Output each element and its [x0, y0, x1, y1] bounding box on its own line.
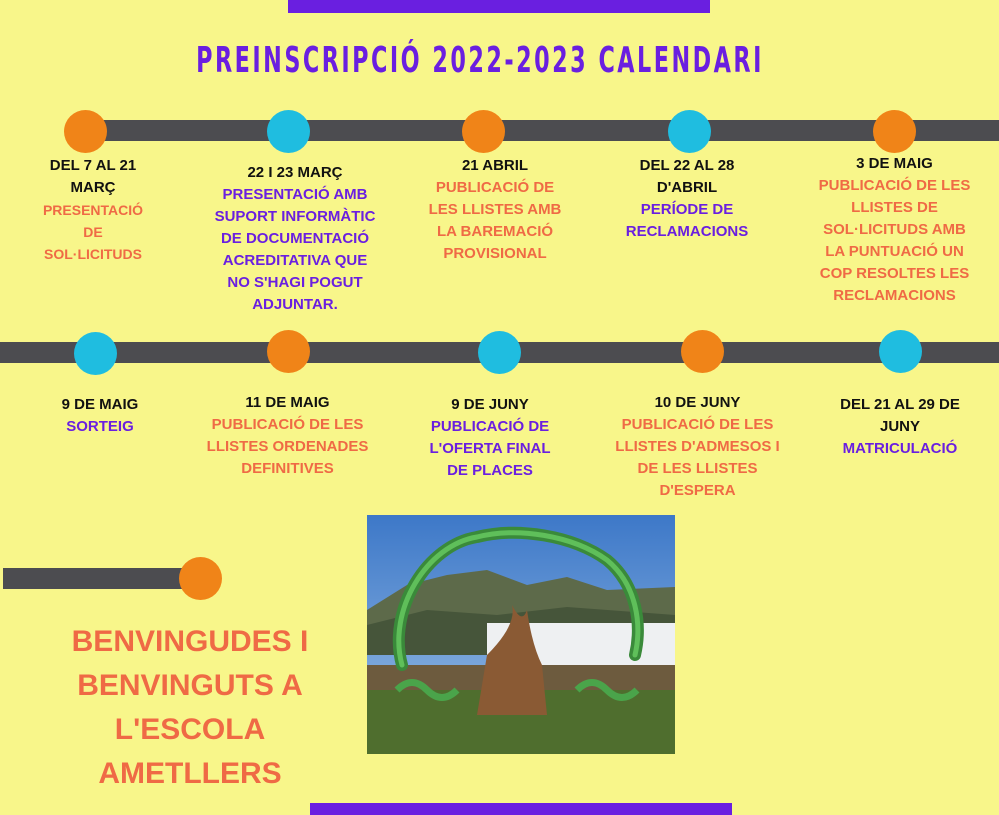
timeline-dot-orange: [64, 110, 107, 153]
welcome-dot-orange: [179, 557, 222, 600]
welcome-message: BENVINGUDES I BENVINGUTS A L'ESCOLA AMETLLERS: [71, 625, 309, 790]
timeline-dot-orange: [267, 330, 310, 373]
event-date: DEL 7 AL 21 MARÇ: [49, 157, 137, 196]
event-date: 21 ABRIL: [461, 157, 529, 174]
event-date: 22 I 23 MARÇ: [247, 164, 343, 181]
timeline-dot-orange: [462, 110, 505, 153]
event-5: [812, 153, 977, 307]
event-8: [420, 394, 560, 482]
event-9: [615, 392, 780, 502]
timeline-dot-blue: [478, 331, 521, 374]
event-description: PUBLICACIÓ DE LES LLISTES AMB LA BAREMACIÓ PROVISIONAL: [428, 179, 562, 262]
event-date: 11 DE MAIG: [245, 394, 330, 411]
timeline-dot-blue: [668, 110, 711, 153]
event-2: [210, 162, 380, 316]
event-7: [205, 392, 370, 480]
timeline-dot-blue: [879, 330, 922, 373]
event-date: DEL 22 AL 28 D'ABRIL: [639, 157, 735, 196]
event-1: [40, 155, 146, 265]
event-date: 3 DE MAIG: [856, 155, 933, 172]
event-10: [830, 394, 970, 460]
page-title: PREINSCRIPCIÓ 2022-2023 CALENDARI: [196, 40, 764, 81]
event-description: PERÍODE DE RECLAMACIONS: [625, 201, 749, 240]
event-4: [612, 155, 762, 243]
event-description: PRESENTACIÓ DE SOL·LICITUDS: [42, 202, 144, 262]
event-description: PUBLICACIÓ DE L'OFERTA FINAL DE PLACES: [429, 418, 551, 479]
event-6: [40, 394, 160, 438]
bottom-accent-bar: [310, 803, 732, 815]
event-date: 9 DE MAIG: [61, 396, 139, 413]
event-description: PUBLICACIÓ DE LES LLISTES DE SOL·LICITUDS AMB LA PUNTUACIÓ UN COP RESOLTES LES RECLAMACIONS: [818, 177, 971, 304]
event-description: PRESENTACIÓ AMB SUPORT INFORMÀTIC DE DOCUMENTACIÓ ACREDITATIVA QUE NO S'HAGI POGUT ADJUNTAR.: [214, 186, 376, 313]
timeline-dot-blue: [74, 332, 117, 375]
event-date: 10 DE JUNY: [654, 394, 741, 411]
timeline-dot-orange: [681, 330, 724, 373]
event-description: PUBLICACIÓ DE LES LLISTES ORDENADES DEFINITIVES: [206, 416, 369, 477]
timeline-dot-orange: [873, 110, 916, 153]
school-photo: [367, 515, 675, 754]
timeline-line-1: [85, 120, 999, 141]
event-description: SORTEIG: [66, 418, 134, 435]
event-description: PUBLICACIÓ DE LES LLISTES D'ADMESOS I DE LES LLISTES D'ESPERA: [615, 416, 780, 499]
welcome-line: [3, 568, 201, 589]
timeline-dot-blue: [267, 110, 310, 153]
event-description: MATRICULACIÓ: [842, 440, 958, 457]
event-3: [425, 155, 565, 265]
event-date: DEL 21 AL 29 DE JUNY: [840, 396, 960, 435]
event-date: 9 DE JUNY: [451, 396, 529, 413]
top-accent-bar: [288, 0, 710, 13]
